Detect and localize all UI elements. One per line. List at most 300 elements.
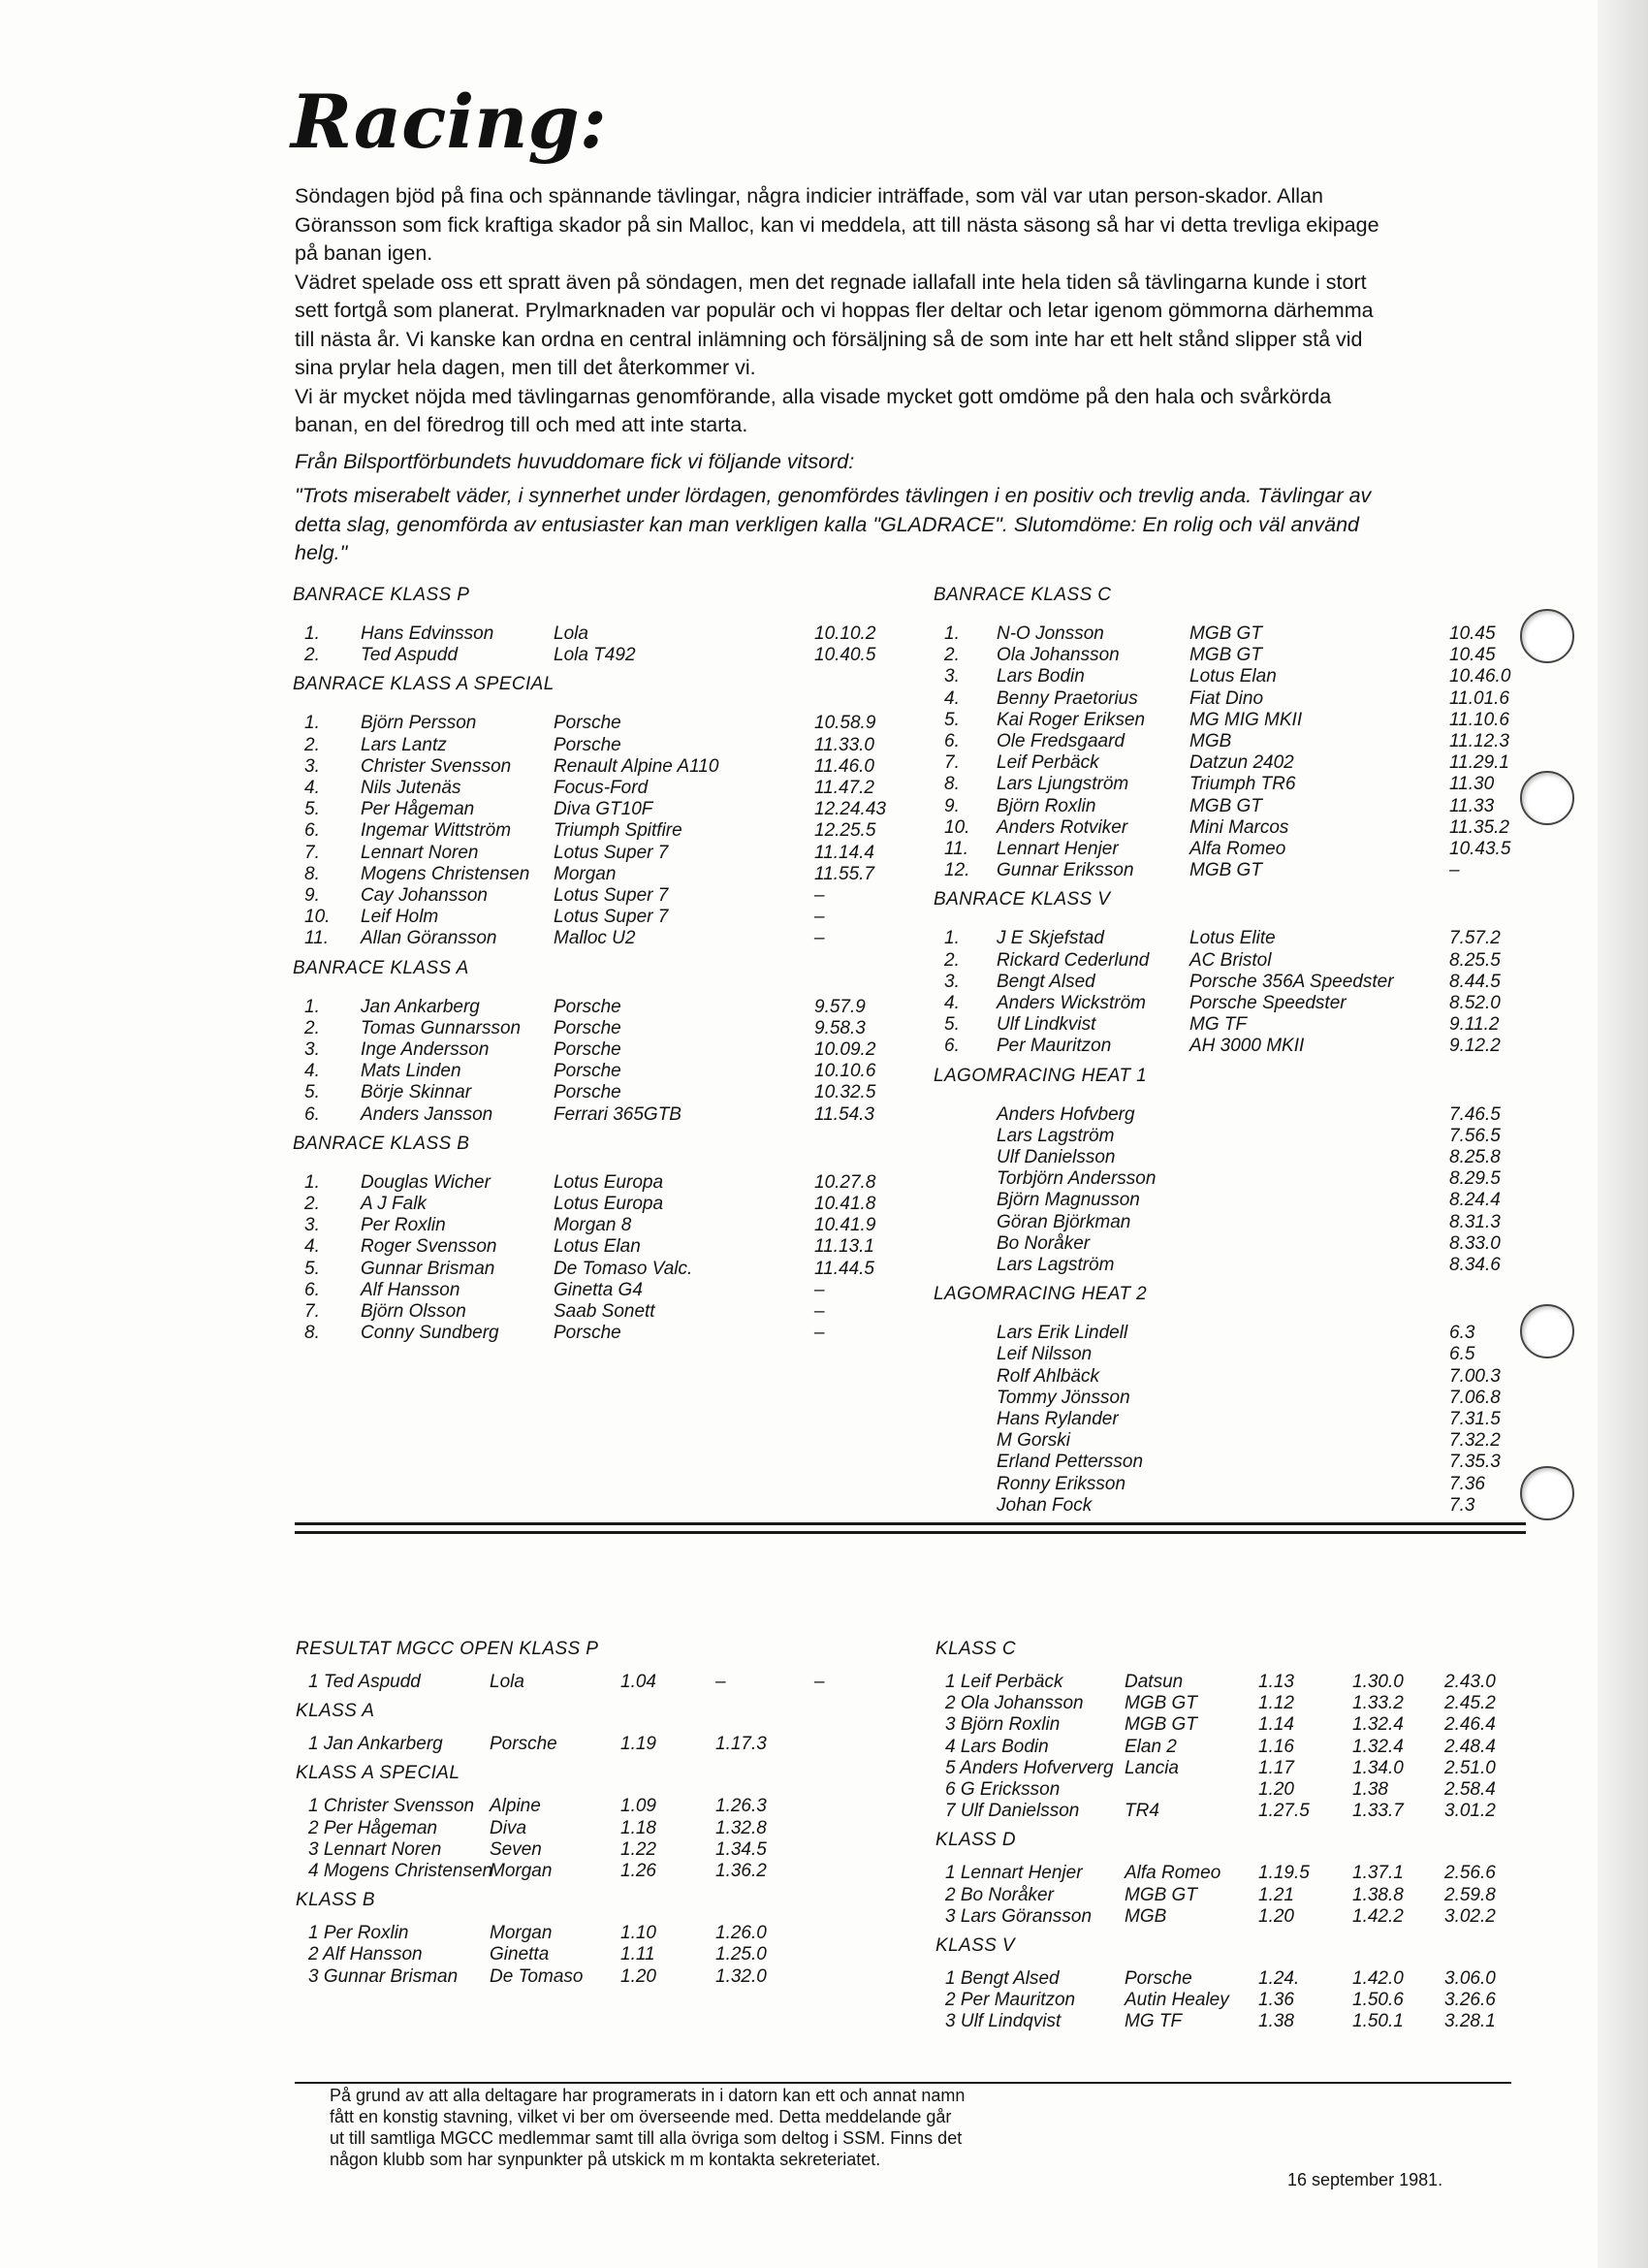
driver-name: Anders Jansson xyxy=(361,1103,493,1125)
race-time: 6.3 xyxy=(1449,1323,1475,1344)
time-2: 1.50.1 xyxy=(1352,2011,1404,2032)
car-model: De Tomaso xyxy=(490,1965,584,1987)
car-model: MGB GT xyxy=(1125,1693,1197,1714)
binder-hole xyxy=(1520,771,1574,825)
car-model: Triumph Spitfire xyxy=(554,820,682,842)
driver-name: Hans Rylander xyxy=(997,1409,1119,1429)
car-model: Ginetta xyxy=(490,1944,550,1965)
race-time: 11.14.4 xyxy=(814,842,874,863)
time-2: 1.32.4 xyxy=(1352,1736,1404,1757)
car-model: Alfa Romeo xyxy=(1125,1863,1221,1884)
driver-name: Allan Göransson xyxy=(361,928,497,949)
race-time: 10.45 xyxy=(1449,645,1496,666)
race-time: 11.10.6 xyxy=(1449,709,1509,730)
car-model: MGB GT xyxy=(1125,1714,1197,1736)
race-time: 10.41.9 xyxy=(814,1215,876,1236)
time-1: 1.17 xyxy=(1258,1757,1294,1778)
driver-name: Anders Rotviker xyxy=(997,816,1128,838)
quote-intro: Från Bilsportförbundets huvuddomare fick vi följande vitsord: xyxy=(295,449,855,473)
race-time: 11.30 xyxy=(1449,774,1495,795)
time-1: 1.10 xyxy=(620,1923,656,1944)
car-model: MGB GT xyxy=(1189,645,1262,666)
car-model: Porsche xyxy=(1125,1968,1192,1989)
race-time: 8.31.3 xyxy=(1449,1211,1501,1232)
section-heading: KLASS A xyxy=(296,1701,375,1722)
footer-line: På grund av att alla deltagare har programerats in i datorn kan ett och annat namn xyxy=(330,2086,966,2105)
intro-paragraph: Söndagen bjöd på fina och spännande tävlingar, några indicier inträffade, som väl var utan person-skador. Allan Göransson som fick kraftiga skador på sin Malloc, kan vi meddela, att till nästa säsong så har vi detta trevliga ekipage på banan igen. xyxy=(295,184,1379,265)
time-2: 1.32.0 xyxy=(715,1965,767,1987)
driver-name: Björn Roxlin xyxy=(997,795,1096,816)
position: 2. xyxy=(304,645,320,666)
race-time: – xyxy=(814,928,825,949)
time-2: 1.25.0 xyxy=(715,1944,767,1965)
total-time: 2.43.0 xyxy=(1444,1672,1496,1692)
car-model: Lotus Europa xyxy=(554,1171,664,1193)
car-model: AH 3000 MKII xyxy=(1189,1036,1305,1057)
total-time: 2.51.0 xyxy=(1444,1757,1496,1778)
footer-rule xyxy=(295,2082,1511,2084)
driver-name: 1 Leif Perbäck xyxy=(945,1672,1063,1692)
total-time: 3.06.0 xyxy=(1444,1968,1496,1989)
driver-name: 4 Lars Bodin xyxy=(945,1736,1049,1757)
race-time: 12.24.43 xyxy=(814,799,886,820)
position: 5. xyxy=(304,1082,320,1103)
position: 7. xyxy=(944,752,960,774)
driver-name: Ulf Danielsson xyxy=(997,1147,1116,1167)
time-1: 1.38 xyxy=(1258,2011,1294,2032)
position: 6. xyxy=(304,1279,320,1300)
section-heading: BANRACE KLASS V xyxy=(934,889,1111,910)
driver-name: Kai Roger Eriksen xyxy=(997,709,1146,730)
total-time: 2.56.6 xyxy=(1444,1863,1496,1884)
race-time: 10.27.8 xyxy=(814,1171,876,1193)
intro-paragraph: Vädret spelade oss ett spratt även på söndagen, men det regnade iallafall inte hela tiden så tävlingarna kunde i stort sett fortgå som planerat. Prylmarknaden var populär och vi hoppas fler deltar och letar igenom gömmorna därhemma till nästa år. Vi kanske kan ordna en central inlämning och försäljning så de som inte har ett helt stånd slipper stå vid sina prylar hela dagen, men till det återkommer vi. xyxy=(295,270,1374,379)
position: 10. xyxy=(944,816,970,838)
driver-name: N-O Jonsson xyxy=(997,623,1104,644)
time-1: 1.12 xyxy=(1258,1693,1294,1714)
driver-name: Lars Lagström xyxy=(997,1125,1115,1146)
race-time: 11.47.2 xyxy=(814,778,874,798)
driver-name: Per Hågeman xyxy=(361,799,475,820)
time-1: 1.11 xyxy=(620,1944,655,1965)
race-time: 9.11.2 xyxy=(1449,1014,1500,1036)
driver-name: Inge Andersson xyxy=(361,1039,490,1060)
car-model: Porsche 356A Speedster xyxy=(1189,971,1394,992)
driver-name: 4 Mogens Christensen xyxy=(308,1861,493,1881)
time-1: 1.19 xyxy=(620,1734,656,1755)
race-time: 7.35.3 xyxy=(1449,1452,1501,1473)
car-model: Lola xyxy=(554,623,588,644)
race-time: 11.33.0 xyxy=(814,734,874,755)
position: 10. xyxy=(304,907,331,928)
driver-name: Ted Aspudd xyxy=(361,645,459,666)
race-time: 6.5 xyxy=(1449,1344,1475,1365)
driver-name: Douglas Wicher xyxy=(361,1171,491,1193)
race-time: 10.10.6 xyxy=(814,1061,876,1082)
driver-name: Börje Skinnar xyxy=(361,1082,472,1103)
position: 1. xyxy=(304,1171,320,1193)
race-time: 11.13.1 xyxy=(814,1236,874,1258)
race-time: 11.35.2 xyxy=(1449,816,1509,838)
driver-name: 7 Ulf Danielsson xyxy=(945,1801,1080,1822)
driver-name: 2 Per Hågeman xyxy=(308,1817,438,1838)
driver-name: Leif Nilsson xyxy=(997,1344,1093,1365)
position: 7. xyxy=(304,842,320,863)
quote: "Trots miserabelt väder, i synnerhet under lördagen, genomfördes tävlingen i en positiv och trevlig anda. Tävlingar av detta slag, genomförda av entusiaster kan man verkligen kalla "GLADRACE". Slutomdöme: En rolig och väl använd helg." xyxy=(295,484,1372,564)
driver-name: 2 Ola Johansson xyxy=(945,1693,1084,1714)
total-time: 2.45.2 xyxy=(1444,1693,1496,1714)
time-2: 1.32.8 xyxy=(715,1817,767,1838)
car-model: Lotus Elan xyxy=(554,1236,641,1258)
time-1: 1.04 xyxy=(620,1672,656,1692)
driver-name: J E Skjefstad xyxy=(997,928,1104,949)
driver-name: Bengt Alsed xyxy=(997,971,1095,992)
position: 6. xyxy=(304,820,320,842)
driver-name: Lars Bodin xyxy=(997,666,1085,687)
driver-name: Roger Svensson xyxy=(361,1236,497,1258)
race-time: 7.31.5 xyxy=(1449,1409,1501,1429)
car-model: Porsche xyxy=(554,713,621,734)
race-time: 10.58.9 xyxy=(814,713,876,734)
time-1: 1.19.5 xyxy=(1258,1863,1310,1884)
car-model: Fiat Dino xyxy=(1189,687,1264,709)
race-time: 8.24.4 xyxy=(1449,1190,1501,1211)
driver-name: Benny Praetorius xyxy=(997,687,1138,709)
driver-name: Rickard Cederlund xyxy=(997,949,1150,971)
car-model: MGB xyxy=(1189,731,1232,751)
position: 11. xyxy=(944,839,969,859)
race-time: 10.09.2 xyxy=(814,1039,876,1060)
driver-name: Björn Persson xyxy=(361,713,477,734)
race-time: 8.34.6 xyxy=(1449,1255,1501,1275)
race-time: 8.25.8 xyxy=(1449,1147,1501,1167)
driver-name: Hans Edvinsson xyxy=(361,623,494,644)
driver-name: Christer Svensson xyxy=(361,755,512,777)
driver-name: Mats Linden xyxy=(361,1061,461,1082)
car-model: Mini Marcos xyxy=(1189,816,1289,838)
position: 3. xyxy=(304,1039,320,1060)
position: 8. xyxy=(304,1323,320,1344)
position: 7. xyxy=(304,1301,320,1322)
driver-name: Lennart Noren xyxy=(361,842,479,863)
time-2: 1.33.2 xyxy=(1352,1693,1404,1714)
driver-name: 1 Per Roxlin xyxy=(308,1923,409,1944)
race-time: – xyxy=(1449,860,1460,881)
driver-name: Ingemar Wittström xyxy=(361,820,512,842)
car-model: Lotus Elan xyxy=(1189,666,1277,687)
position: 2. xyxy=(304,1017,320,1038)
time-1: 1.16 xyxy=(1258,1736,1294,1757)
time-1: 1.20 xyxy=(1258,1905,1294,1927)
race-time: 8.33.0 xyxy=(1449,1232,1501,1254)
time-1: 1.21 xyxy=(1258,1884,1294,1905)
driver-name: Tomas Gunnarsson xyxy=(361,1017,522,1038)
position: 3. xyxy=(304,755,320,777)
time-2: 1.38 xyxy=(1352,1779,1388,1800)
driver-name: Per Roxlin xyxy=(361,1215,446,1236)
total-time: – xyxy=(814,1672,825,1692)
race-time: 11.55.7 xyxy=(814,863,874,884)
car-model: AC Bristol xyxy=(1189,949,1272,971)
race-time: 7.3 xyxy=(1449,1494,1475,1516)
binder-hole xyxy=(1520,1304,1574,1358)
section-heading: KLASS B xyxy=(296,1890,376,1911)
section-heading: KLASS V xyxy=(935,1935,1016,1956)
race-time: 10.45 xyxy=(1449,623,1496,644)
driver-name: Cay Johansson xyxy=(361,885,488,906)
race-time: 11.46.0 xyxy=(814,755,874,777)
car-model: Lotus Super 7 xyxy=(554,842,669,863)
time-2: 1.26.0 xyxy=(715,1923,767,1944)
race-time: 11.33 xyxy=(1449,795,1495,816)
race-time: 9.57.9 xyxy=(814,996,866,1017)
car-model: Diva GT10F xyxy=(554,799,653,820)
car-model: Lola xyxy=(490,1672,524,1692)
car-model: MGB GT xyxy=(1189,795,1262,816)
driver-name: Nils Jutenäs xyxy=(361,778,461,798)
car-model: Porsche xyxy=(554,1323,621,1344)
race-time: 10.43.5 xyxy=(1449,839,1511,859)
time-2: 1.33.7 xyxy=(1352,1801,1404,1822)
car-model: Alpine xyxy=(490,1796,541,1817)
section-heading: BANRACE KLASS C xyxy=(934,585,1112,605)
car-model: Porsche xyxy=(554,996,621,1017)
race-time: 7.00.3 xyxy=(1449,1365,1501,1387)
car-model: Porsche xyxy=(554,1061,621,1082)
race-time: 7.36 xyxy=(1449,1473,1485,1494)
time-2: 1.37.1 xyxy=(1352,1863,1404,1884)
driver-name: Jan Ankarberg xyxy=(361,996,480,1017)
driver-name: Tommy Jönsson xyxy=(997,1387,1130,1408)
position: 1. xyxy=(944,928,960,949)
driver-name: Torbjörn Andersson xyxy=(997,1168,1157,1190)
time-2: 1.38.8 xyxy=(1352,1884,1404,1905)
car-model: Diva xyxy=(490,1817,527,1838)
footer-line: fått en konstig stavning, vilket vi ber om överseende med. Detta meddelande går xyxy=(330,2107,952,2126)
car-model: MG TF xyxy=(1125,2011,1183,2032)
car-model: Lancia xyxy=(1125,1757,1179,1778)
race-time: 10.10.2 xyxy=(814,623,876,644)
driver-name: Erland Pettersson xyxy=(997,1452,1144,1473)
time-1: 1.13 xyxy=(1258,1672,1294,1692)
race-time: – xyxy=(814,1301,825,1322)
race-time: 10.46.0 xyxy=(1449,666,1511,687)
driver-name: Gunnar Brisman xyxy=(361,1258,495,1279)
time-2: 1.34.0 xyxy=(1352,1757,1404,1778)
position: 6. xyxy=(944,1036,960,1057)
car-model: Lotus Super 7 xyxy=(554,907,669,928)
total-time: 2.46.4 xyxy=(1444,1714,1496,1736)
section-heading: LAGOMRACING HEAT 1 xyxy=(934,1065,1148,1086)
section-heading: KLASS C xyxy=(935,1639,1017,1659)
race-time: 8.29.5 xyxy=(1449,1168,1501,1190)
footer-line: någon klubb som har synpunkter på utskick m m kontakta sekreteriatet. xyxy=(330,2150,881,2169)
time-2: 1.32.4 xyxy=(1352,1714,1404,1736)
driver-name: 6 G Ericksson xyxy=(945,1779,1061,1800)
driver-name: Per Mauritzon xyxy=(997,1036,1112,1057)
position: 12. xyxy=(944,860,970,881)
race-time: 9.58.3 xyxy=(814,1017,866,1038)
race-time: 9.12.2 xyxy=(1449,1036,1501,1057)
time-1: 1.14 xyxy=(1258,1714,1294,1736)
race-time: – xyxy=(814,1279,825,1300)
race-time: 7.56.5 xyxy=(1449,1125,1501,1146)
car-model: Morgan 8 xyxy=(554,1215,632,1236)
race-time: 10.41.8 xyxy=(814,1194,876,1214)
driver-name: Bo Noråker xyxy=(997,1232,1091,1254)
position: 1. xyxy=(304,623,320,644)
car-model: Morgan xyxy=(490,1861,553,1881)
position: 3. xyxy=(944,971,960,992)
car-model: Elan 2 xyxy=(1125,1736,1177,1757)
driver-name: Ola Johansson xyxy=(997,645,1120,666)
time-2: – xyxy=(715,1672,726,1692)
race-time: – xyxy=(814,885,825,906)
driver-name: 3 Björn Roxlin xyxy=(945,1714,1061,1736)
race-time: 11.01.6 xyxy=(1449,687,1509,709)
driver-name: Leif Holm xyxy=(361,907,439,928)
intro-paragraph: Vi är mycket nöjda med tävlingarnas genomförande, alla visade mycket gott omdöme på den hala och svårkörda banan, en del föredrog till och med att inte starta. xyxy=(295,384,1332,436)
car-model: Ginetta G4 xyxy=(554,1279,643,1300)
driver-name: Lars Ljungström xyxy=(997,774,1129,795)
driver-name: Ole Fredsgaard xyxy=(997,731,1125,751)
driver-name: 3 Ulf Lindqvist xyxy=(945,2011,1062,2032)
car-model: Alfa Romeo xyxy=(1189,839,1286,859)
section-heading: KLASS D xyxy=(935,1830,1017,1851)
race-time: 8.52.0 xyxy=(1449,993,1501,1013)
position: 4. xyxy=(304,1236,320,1258)
driver-name: Anders Hofvberg xyxy=(997,1103,1135,1125)
total-time: 2.59.8 xyxy=(1444,1884,1496,1905)
time-2: 1.36.2 xyxy=(715,1861,767,1881)
race-time: 11.54.3 xyxy=(814,1103,874,1125)
car-model: Focus-Ford xyxy=(554,778,649,798)
position: 3. xyxy=(944,666,960,687)
driver-name: 1 Christer Svensson xyxy=(308,1796,475,1817)
driver-name: Anders Wickström xyxy=(997,993,1146,1013)
position: 8. xyxy=(944,774,960,795)
section-heading: KLASS A SPECIAL xyxy=(296,1763,460,1784)
time-1: 1.09 xyxy=(620,1796,656,1817)
binder-hole xyxy=(1520,609,1574,663)
driver-name: 2 Per Mauritzon xyxy=(945,1990,1076,2011)
time-1: 1.26 xyxy=(620,1861,656,1881)
car-model: MGB xyxy=(1125,1905,1167,1927)
paper-edge xyxy=(1598,0,1648,2268)
divider-rule xyxy=(295,1531,1526,1534)
total-time: 2.48.4 xyxy=(1444,1736,1496,1757)
position: 5. xyxy=(944,1014,960,1036)
position: 8. xyxy=(304,863,320,884)
race-time: 12.25.5 xyxy=(814,820,876,842)
car-model: Malloc U2 xyxy=(554,928,636,949)
car-model: Porsche xyxy=(490,1734,557,1755)
race-time: 7.46.5 xyxy=(1449,1103,1501,1125)
driver-name: 1 Ted Aspudd xyxy=(308,1672,421,1692)
car-model: Ferrari 365GTB xyxy=(554,1103,681,1125)
race-time: – xyxy=(814,907,825,928)
section-heading: BANRACE KLASS B xyxy=(293,1133,470,1154)
binder-hole xyxy=(1520,1466,1574,1520)
driver-name: 3 Gunnar Brisman xyxy=(308,1965,459,1987)
car-model: Datsun xyxy=(1125,1672,1184,1692)
position: 2. xyxy=(944,645,960,666)
race-time: 8.25.5 xyxy=(1449,949,1501,971)
race-time: 11.12.3 xyxy=(1449,731,1509,751)
position: 4. xyxy=(304,1061,320,1082)
time-2: 1.42.0 xyxy=(1352,1968,1404,1989)
car-model: Lotus Super 7 xyxy=(554,885,669,906)
section-heading: BANRACE KLASS A xyxy=(293,957,469,978)
driver-name: 1 Bengt Alsed xyxy=(945,1968,1060,1989)
position: 5. xyxy=(944,709,960,730)
car-model: Porsche xyxy=(554,1039,621,1060)
car-model: Seven xyxy=(490,1838,542,1860)
position: 1. xyxy=(304,713,320,734)
race-time: 11.29.1 xyxy=(1449,752,1509,774)
total-time: 3.02.2 xyxy=(1444,1905,1496,1927)
race-time: 11.44.5 xyxy=(814,1258,874,1279)
section-heading: RESULTAT MGCC OPEN KLASS P xyxy=(296,1639,599,1659)
car-model: Lola T492 xyxy=(554,645,636,666)
time-1: 1.20 xyxy=(1258,1779,1294,1800)
position: 2. xyxy=(304,734,320,755)
driver-name: Lars Lagström xyxy=(997,1255,1115,1275)
driver-name: Göran Björkman xyxy=(997,1211,1131,1232)
driver-name: Rolf Ahlbäck xyxy=(997,1365,1099,1387)
car-model: Saab Sonett xyxy=(554,1301,655,1322)
car-model: Datzun 2402 xyxy=(1189,752,1294,774)
divider-rule xyxy=(295,1522,1526,1525)
car-model: Lotus Elite xyxy=(1189,928,1276,949)
intro-text xyxy=(295,182,1380,568)
position: 5. xyxy=(304,1258,320,1279)
driver-name: Alf Hansson xyxy=(361,1279,460,1300)
driver-name: Lars Lantz xyxy=(361,734,447,755)
car-model: Triumph TR6 xyxy=(1189,774,1296,795)
time-1: 1.27.5 xyxy=(1258,1801,1310,1822)
race-time: – xyxy=(814,1323,825,1344)
car-model: Renault Alpine A110 xyxy=(554,755,719,777)
position: 11. xyxy=(304,928,330,949)
position: 2. xyxy=(304,1194,320,1214)
footer-line: ut till samtliga MGCC medlemmar samt till alla övriga som deltog i SSM. Finns det xyxy=(330,2128,963,2148)
car-model: Porsche xyxy=(554,734,621,755)
car-model: MG MIG MKII xyxy=(1189,709,1303,730)
section-heading: LAGOMRACING HEAT 2 xyxy=(934,1284,1148,1305)
position: 6. xyxy=(944,731,960,751)
page-title: Racing: xyxy=(291,79,607,165)
car-model: Porsche xyxy=(554,1082,621,1103)
car-model: Porsche Speedster xyxy=(1189,993,1347,1013)
position: 9. xyxy=(304,885,320,906)
position: 4. xyxy=(944,687,960,709)
driver-name: Leif Perbäck xyxy=(997,752,1099,774)
race-time: 7.06.8 xyxy=(1449,1387,1501,1408)
footer-date: 16 september 1981. xyxy=(1287,2170,1443,2189)
race-time: 7.32.2 xyxy=(1449,1430,1501,1452)
driver-name: Ulf Lindkvist xyxy=(997,1014,1096,1036)
position: 9. xyxy=(944,795,960,816)
driver-name: 2 Alf Hansson xyxy=(308,1944,423,1965)
position: 1. xyxy=(944,623,960,644)
time-1: 1.22 xyxy=(620,1838,656,1860)
car-model: Morgan xyxy=(490,1923,553,1944)
total-time: 3.28.1 xyxy=(1444,2011,1496,2032)
driver-name: Gunnar Eriksson xyxy=(997,860,1134,881)
race-time: 8.44.5 xyxy=(1449,971,1501,992)
car-model: MGB GT xyxy=(1125,1884,1197,1905)
